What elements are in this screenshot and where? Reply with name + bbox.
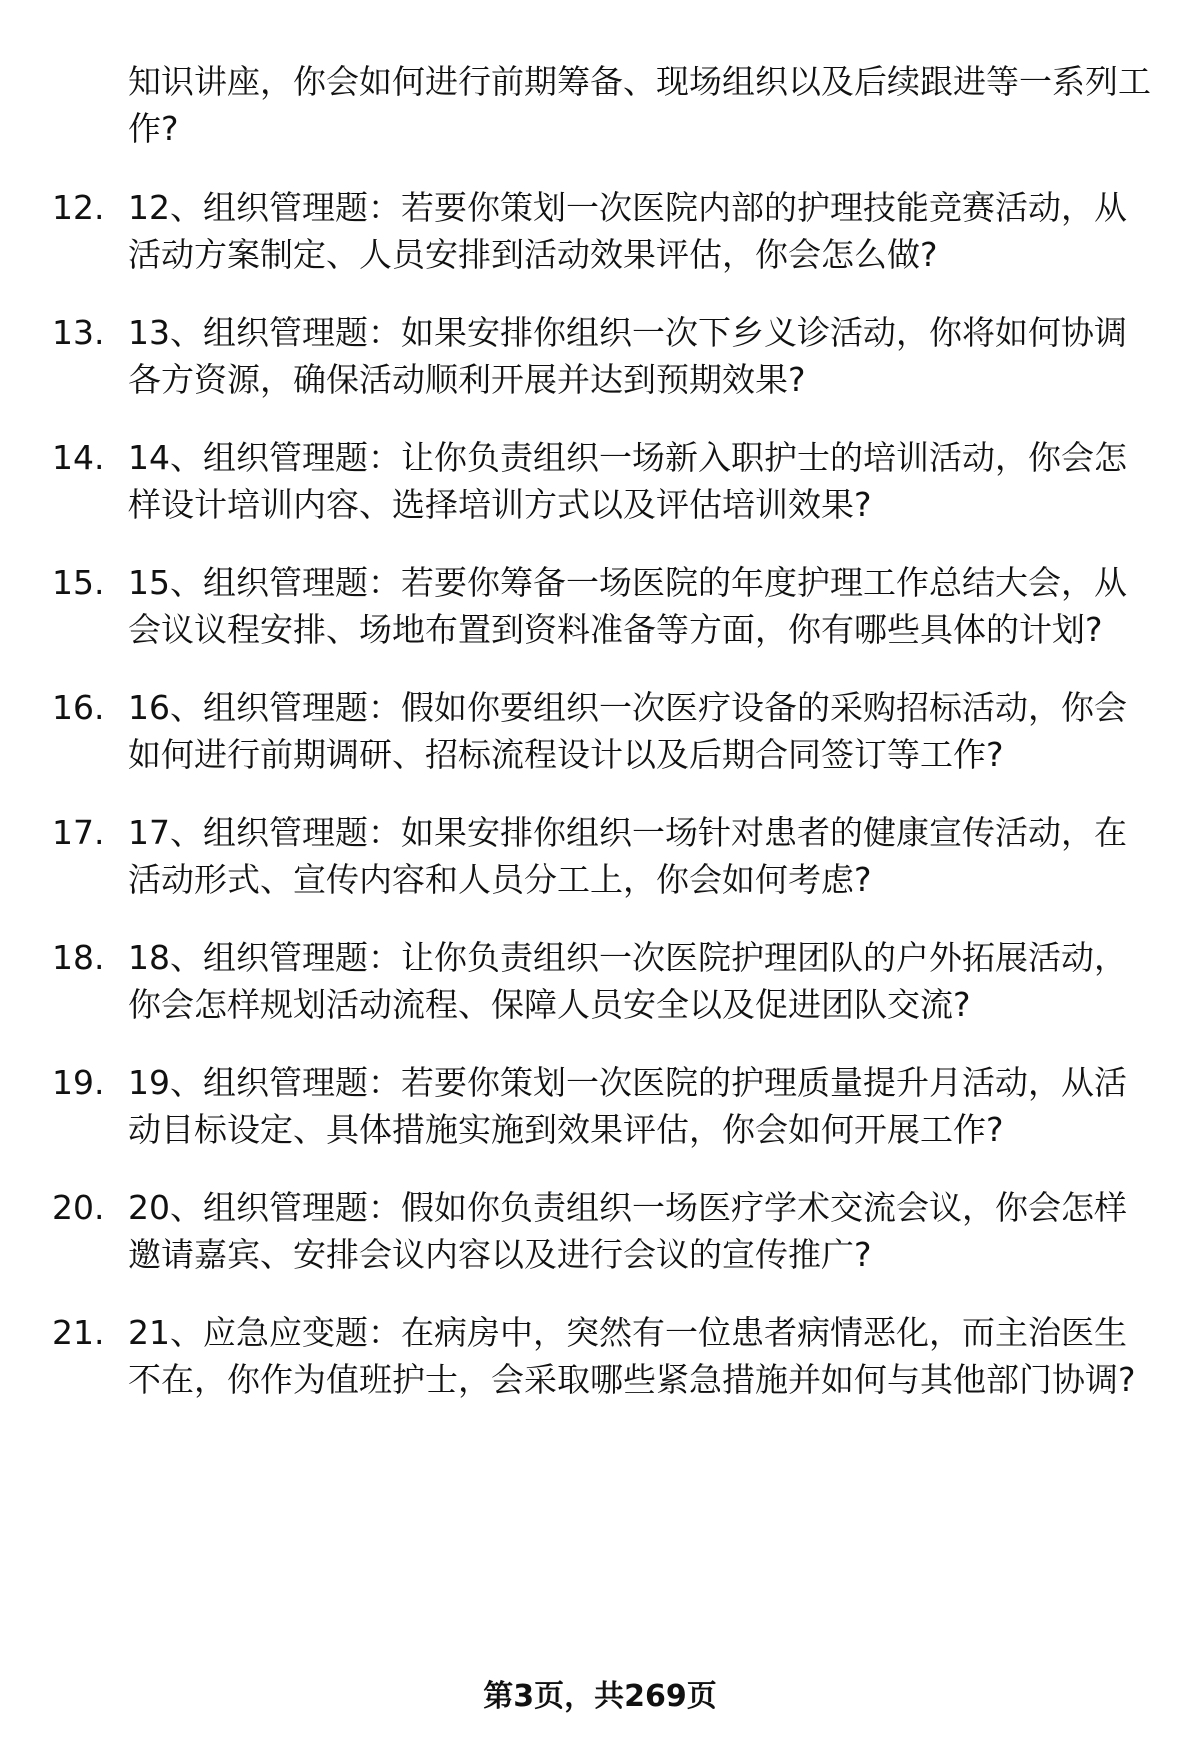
list-item-number: 20. bbox=[52, 1188, 105, 1227]
list-item-number: 19. bbox=[52, 1063, 105, 1102]
list-item-text: 21、应急应变题：在病房中，突然有一位患者病情恶化，而主治医生不在，你作为值班护士，会采取哪些紧急措施并如何与其他部门协调? bbox=[128, 1313, 1136, 1399]
list-item-text: 12、组织管理题：若要你策划一次医院内部的护理技能竞赛活动，从活动方案制定、人员安排到活动效果评估，你会怎么做? bbox=[128, 188, 1127, 274]
list-item-text: 16、组织管理题：假如你要组织一次医疗设备的采购招标活动，你会如何进行前期调研、招标流程设计以及后期合同签订等工作? bbox=[128, 688, 1127, 774]
list-item bbox=[0, 434, 1200, 528]
list-item-number: 12. bbox=[52, 188, 105, 227]
list-item-number: 16. bbox=[52, 688, 105, 727]
list-item bbox=[0, 184, 1200, 278]
page-number-footer: 第3页，共269页 bbox=[483, 1679, 717, 1714]
list-item bbox=[0, 1309, 1200, 1403]
list-item bbox=[0, 1184, 1200, 1278]
continued-question-text: 知识讲座，你会如何进行前期筹备、现场组织以及后续跟进等一系列工作? bbox=[128, 62, 1151, 148]
list-item-text: 14、组织管理题：让你负责组织一场新入职护士的培训活动，你会怎样设计培训内容、选择培训方式以及评估培训效果? bbox=[128, 438, 1127, 524]
list-item bbox=[0, 934, 1200, 1028]
list-item bbox=[0, 559, 1200, 653]
list-item-number: 15. bbox=[52, 563, 105, 602]
list-item bbox=[0, 309, 1200, 403]
list-item-text: 20、组织管理题：假如你负责组织一场医疗学术交流会议，你会怎样邀请嘉宾、安排会议内容以及进行会议的宣传推广? bbox=[128, 1188, 1127, 1274]
list-item-text: 18、组织管理题：让你负责组织一次医院护理团队的户外拓展活动，你会怎样规划活动流程、保障人员安全以及促进团队交流? bbox=[128, 938, 1127, 1024]
list-item bbox=[0, 684, 1200, 778]
list-item bbox=[0, 1059, 1200, 1153]
list-item-text: 19、组织管理题：若要你策划一次医院的护理质量提升月活动，从活动目标设定、具体措施实施到效果评估，你会如何开展工作? bbox=[128, 1063, 1127, 1149]
list-item-number: 13. bbox=[52, 313, 105, 352]
list-item-number: 21. bbox=[52, 1313, 105, 1352]
list-item-number: 18. bbox=[52, 938, 105, 977]
list-item bbox=[0, 809, 1200, 903]
list-item-text: 17、组织管理题：如果安排你组织一场针对患者的健康宣传活动，在活动形式、宣传内容和人员分工上，你会如何考虑? bbox=[128, 813, 1127, 899]
question-list bbox=[0, 58, 1200, 1434]
list-item-text: 13、组织管理题：如果安排你组织一次下乡义诊活动，你将如何协调各方资源，确保活动顺利开展并达到预期效果? bbox=[128, 313, 1127, 399]
list-item-number: 17. bbox=[52, 813, 105, 852]
list-item-number: 14. bbox=[52, 438, 105, 477]
list-item-text: 15、组织管理题：若要你筹备一场医院的年度护理工作总结大会，从会议议程安排、场地布置到资料准备等方面，你有哪些具体的计划? bbox=[128, 563, 1127, 649]
